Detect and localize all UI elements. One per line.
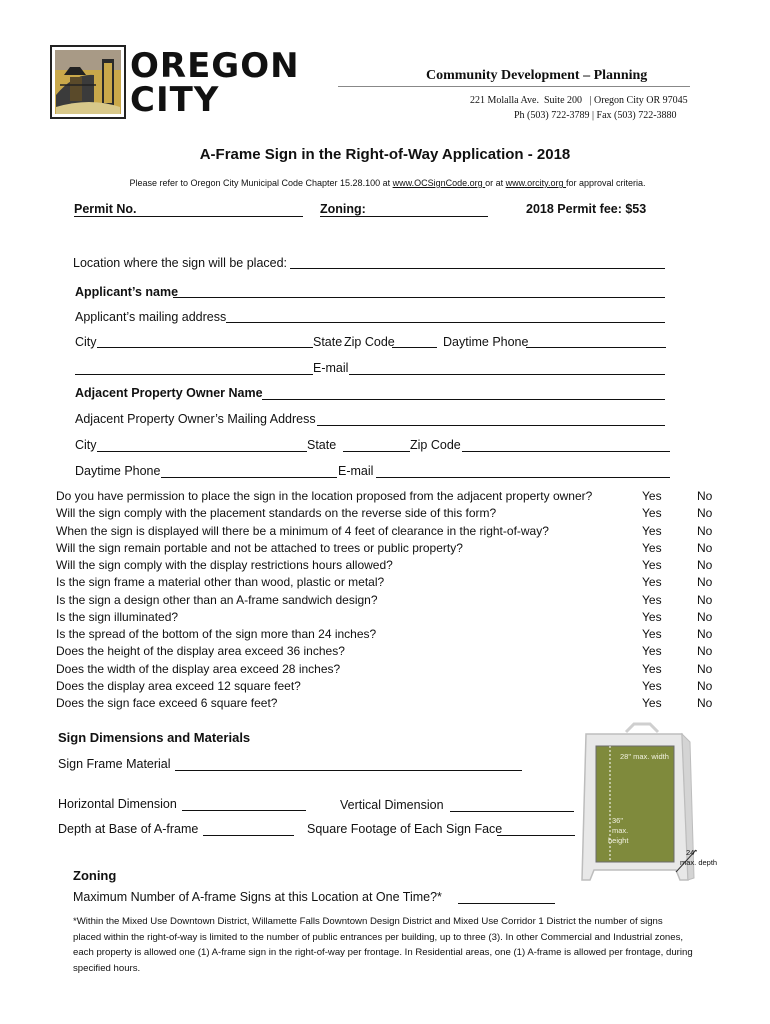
question-text: Is the sign illuminated? (56, 609, 179, 624)
city-label: City (75, 335, 97, 349)
zoning-footnote: *Within the Mixed Use Downtown District, Willamette Falls Downtown Design District and Mixed Use Corridor 1 District the number of signs placed within the right-of-way is limited to the number of public entrances per building, up to three (3). In other Commercial and Industrial zones, each property is allowed one (1) A-frame sign in the right-of-way per frontage. In Residential areas, one (1) A-frame is allowed per frontage, during specified hours. (73, 916, 693, 974)
no-option[interactable]: No (697, 696, 713, 710)
question-text: Is the spread of the bottom of the sign more than 24 inches? (56, 627, 377, 641)
daytime-phone-field[interactable] (526, 347, 666, 348)
question-text: Do you have permission to place the sign in the location proposed from the adjacent property owner? (56, 489, 593, 503)
no-option[interactable]: No (697, 540, 713, 555)
ocsigncode-link[interactable]: www.OCSignCode.org (392, 178, 486, 188)
department-phone: Ph (503) 722-3789 | Fax (503) 722-3880 (514, 110, 677, 121)
square-footage-field[interactable] (497, 835, 575, 836)
yes-option[interactable]: Yes (642, 644, 662, 659)
applicant-name-label: Applicant’s name (75, 285, 179, 299)
address-line2-field[interactable] (75, 374, 313, 375)
height-annotation-2: max. (612, 826, 629, 835)
frame-material-label: Sign Frame Material (58, 757, 171, 771)
state-label: State (313, 335, 343, 349)
page-subtitle (0, 168, 770, 188)
adjacent-owner-name-label: Adjacent Property Owner Name (75, 386, 263, 400)
no-option[interactable]: No (697, 489, 713, 503)
location-field[interactable] (290, 268, 665, 269)
yes-option[interactable]: Yes (642, 540, 662, 555)
permit-fee: 2018 Permit fee: $53 (526, 202, 647, 216)
state2-field[interactable] (343, 451, 410, 452)
frame-material-field[interactable] (175, 770, 522, 771)
department-name: Community Development – Planning (426, 68, 648, 83)
header-rule (338, 86, 690, 87)
question-text: Is the sign a design other than an A-frame sandwich design? (56, 592, 378, 607)
question-text: Does the width of the display area exceed 28 inches? (56, 661, 341, 676)
zip2-field[interactable] (462, 451, 670, 452)
yes-option[interactable]: Yes (642, 609, 662, 624)
applicant-mailing-label: Applicant’s mailing address (75, 310, 227, 324)
height-annotation-3: height (608, 836, 629, 845)
no-option[interactable]: No (697, 558, 713, 572)
yes-option[interactable]: Yes (642, 627, 662, 641)
adjacent-owner-mailing-field[interactable] (317, 425, 665, 426)
no-option[interactable]: No (697, 506, 713, 521)
yes-option[interactable]: Yes (642, 661, 662, 676)
horizontal-dimension-label: Horizontal Dimension (58, 797, 177, 811)
daytime-phone-label: Daytime Phone (443, 335, 529, 349)
dimensions-heading: Sign Dimensions and Materials (58, 730, 251, 745)
yes-option[interactable]: Yes (642, 678, 662, 693)
depth-annotation-2: max. depth (680, 858, 718, 867)
no-option[interactable]: No (697, 627, 713, 641)
yes-option[interactable]: Yes (642, 489, 662, 503)
zip2-label: Zip Code (410, 438, 461, 452)
subtitle-suffix: for approval criteria. (566, 178, 646, 188)
max-signs-label: Maximum Number of A-frame Signs at this Location at One Time?* (73, 890, 442, 904)
permit-no-field[interactable] (74, 216, 303, 217)
yes-option[interactable]: Yes (642, 523, 662, 538)
zoning-heading: Zoning (73, 868, 117, 883)
daytime-phone2-label: Daytime Phone (75, 464, 161, 478)
no-option[interactable]: No (697, 644, 713, 659)
logo-emblem-icon (50, 45, 126, 119)
permit-no-label: Permit No. (74, 202, 137, 216)
email2-field[interactable] (376, 477, 670, 478)
yes-option[interactable]: Yes (642, 506, 662, 521)
no-option[interactable]: No (697, 678, 713, 693)
email-field[interactable] (349, 374, 665, 375)
location-label: Location where the sign will be placed: (73, 256, 288, 270)
city-field[interactable] (97, 347, 313, 348)
question-text: Will the sign comply with the display restrictions hours allowed? (56, 558, 393, 572)
yes-option[interactable]: Yes (642, 558, 662, 572)
orcity-link[interactable]: www.orcity.org (505, 178, 567, 188)
subtitle-middle: or at (485, 178, 506, 188)
email2-label: E-mail (338, 464, 374, 478)
height-annotation-1: 36" (612, 816, 624, 825)
question-text: Does the height of the display area exceed 36 inches? (56, 644, 345, 659)
vertical-dimension-label: Vertical Dimension (340, 798, 444, 812)
no-option[interactable]: No (697, 575, 713, 590)
applicant-name-field[interactable] (173, 297, 665, 298)
horizontal-dimension-field[interactable] (182, 810, 306, 811)
daytime-phone2-field[interactable] (161, 477, 337, 478)
zip-field[interactable] (392, 347, 437, 348)
question-text: Is the sign frame a material other than wood, plastic or metal? (56, 575, 385, 590)
no-option[interactable]: No (697, 609, 713, 624)
vertical-dimension-field[interactable] (450, 811, 574, 812)
applicant-mailing-field[interactable] (226, 322, 665, 323)
question-text: Will the sign comply with the placement standards on the reverse side of this form? (56, 506, 497, 521)
width-annotation: 28" max. width (620, 752, 669, 761)
zoning-field[interactable] (320, 216, 488, 217)
depth-annotation-1: 24" (686, 848, 698, 857)
department-address: 221 Molalla Ave. Suite 200 | Oregon City OR 97045 (470, 95, 688, 106)
logo (50, 45, 350, 121)
page-title: A-Frame Sign in the Right-of-Way Application - 2018 (199, 146, 571, 163)
adjacent-owner-mailing-label: Adjacent Property Owner’s Mailing Address (75, 412, 316, 426)
question-text: When the sign is displayed will there be a minimum of 4 feet of clearance in the right-of-way? (56, 523, 549, 538)
no-option[interactable]: No (697, 661, 713, 676)
question-text: Does the sign face exceed 6 square feet? (56, 696, 278, 710)
max-signs-field[interactable] (458, 903, 555, 904)
logo-city: CITY (130, 80, 220, 120)
subtitle-prefix: Please refer to Oregon City Municipal Code Chapter 15.28.100 at (129, 178, 393, 188)
a-frame-sign-image (576, 722, 726, 890)
city2-label: City (75, 438, 97, 452)
zip-label: Zip Code (344, 335, 395, 349)
state2-label: State (307, 438, 337, 452)
question-text: Does the display area exceed 12 square feet? (56, 678, 301, 693)
depth-field[interactable] (203, 835, 294, 836)
square-footage-label: Square Footage of Each Sign Face (307, 822, 503, 836)
yes-option[interactable]: Yes (642, 696, 662, 710)
city2-field[interactable] (97, 451, 307, 452)
logo-oregon: OREGON (130, 46, 300, 86)
email-label: E-mail (313, 361, 349, 375)
adjacent-owner-name-field[interactable] (262, 399, 665, 400)
no-option[interactable]: No (697, 592, 713, 607)
yes-option[interactable]: Yes (642, 592, 662, 607)
zoning-label: Zoning: (320, 202, 366, 216)
depth-label: Depth at Base of A-frame (58, 822, 199, 836)
yes-option[interactable]: Yes (642, 575, 662, 590)
no-option[interactable]: No (697, 523, 713, 538)
question-text: Will the sign remain portable and not be attached to trees or public property? (56, 540, 463, 555)
